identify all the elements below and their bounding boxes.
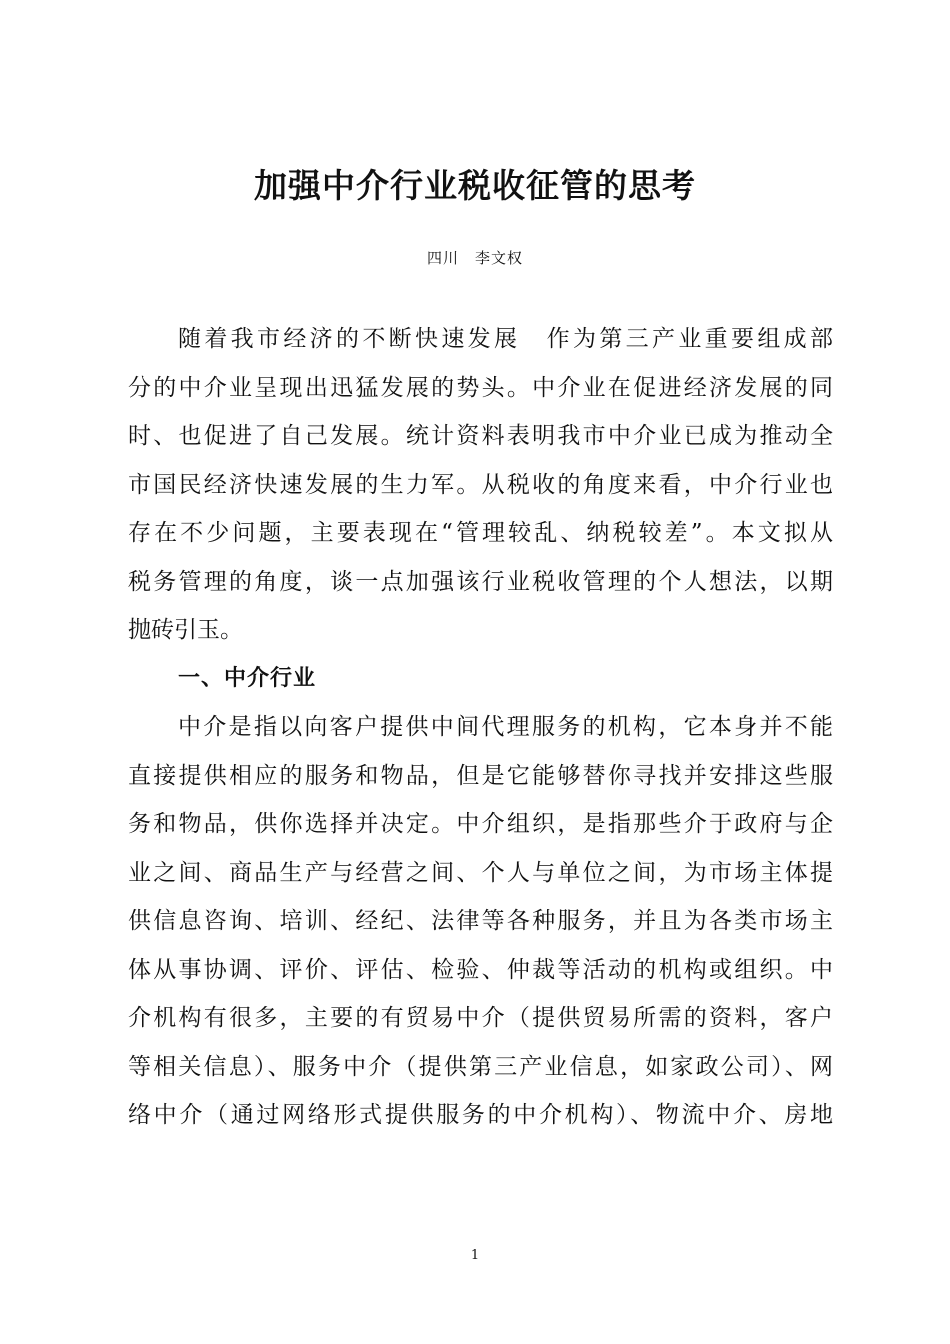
text-line: 直接提供相应的服务和物品，但是它能够替你寻找并安排这些服 xyxy=(128,762,833,789)
text-line: 时、也促进了自己发展。统计资料表明我市中介业已成为推动全 xyxy=(128,423,833,449)
paragraph-2 xyxy=(128,703,833,1140)
text-line: 务和物品，供你选择并决定。中介组织，是指那些介于政府与企 xyxy=(128,811,833,837)
text-line: 供信息咨询、培训、经纪、法律等各种服务，并且为各类市场主 xyxy=(128,908,833,934)
text-line: 介机构有很多，主要的有贸易中介（提供贸易所需的资料，客户 xyxy=(128,1005,833,1031)
paragraph-1 xyxy=(128,315,833,655)
text-line: 存在不少问题，主要表现在“管理较乱、纳税较差”。本文拟从 xyxy=(128,520,833,546)
page-number: 1 xyxy=(470,1248,480,1263)
text-line: 业之间、商品生产与经营之间、个人与单位之间，为市场主体提 xyxy=(128,859,833,886)
text-line: 市国民经济快速发展的生力军。从税收的角度来看，中介行业也 xyxy=(128,471,833,498)
text-line: 税务管理的角度，谈一点加强该行业税收管理的个人想法，以期 xyxy=(128,568,833,595)
section-heading: 一、中介行业 xyxy=(178,665,317,691)
text-line: 络中介（通过网络形式提供服务的中介机构）、物流中介、房地 xyxy=(128,1102,833,1128)
document-title: 加强中介行业税收征管的思考 xyxy=(254,166,696,205)
text-line: 体从事协调、评价、评估、检验、仲裁等活动的机构或组织。中 xyxy=(128,956,833,983)
text-line: 分的中介业呈现出迅猛发展的势头。中介业在促进经济发展的同 xyxy=(128,374,833,401)
text-line: 随着我市经济的不断快速发展 作为第三产业重要组成部 xyxy=(178,326,833,352)
document-body xyxy=(128,315,833,1140)
author-line: 四川 李文权 xyxy=(426,249,523,267)
text-line: 等相关信息）、服务中介（提供第三产业信息，如家政公司）、网 xyxy=(128,1053,833,1080)
text-line: 中介是指以向客户提供中间代理服务的机构，它本身并不能 xyxy=(178,714,833,740)
text-line: 抛砖引玉。 xyxy=(128,617,243,643)
